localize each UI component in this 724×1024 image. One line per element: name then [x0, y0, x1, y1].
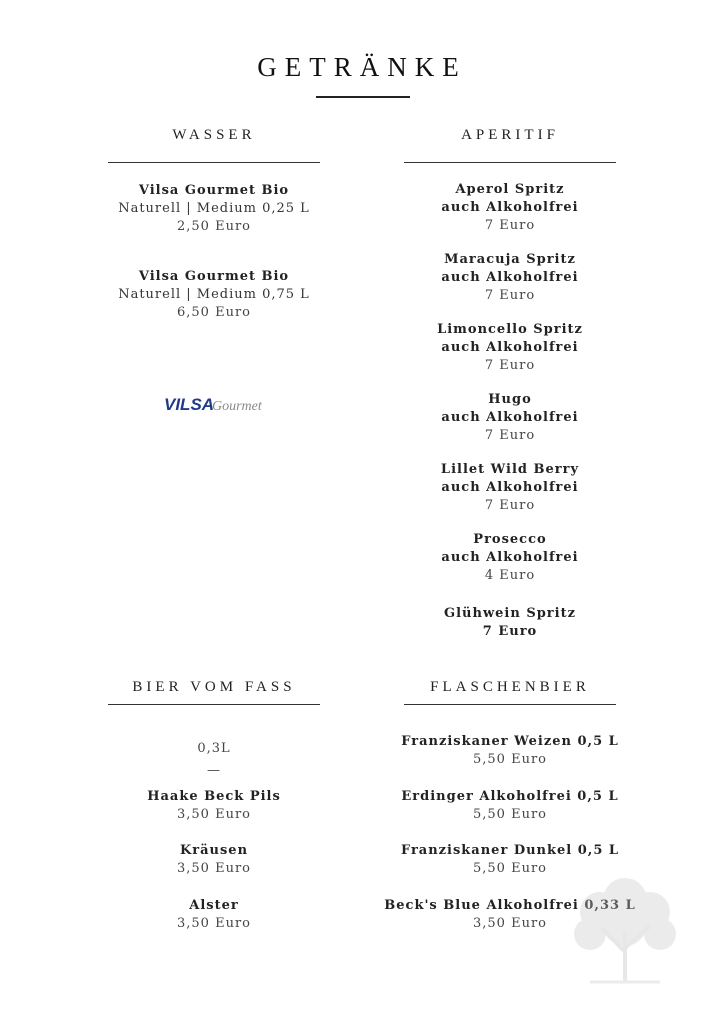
item-name: Franziskaner Dunkel 0,5 L [400, 843, 620, 858]
item-price: 3,50 Euro [473, 916, 547, 931]
item-description: auch Alkoholfrei [441, 200, 579, 215]
bier-item [64, 842, 364, 878]
bier-item [64, 788, 364, 824]
item-description: auch Alkoholfrei [441, 340, 579, 355]
item-price: 7 Euro [482, 624, 538, 639]
item-price: 7 Euro [484, 498, 536, 513]
item-name: Prosecco [473, 532, 547, 547]
item-description: auch Alkoholfrei [441, 410, 579, 425]
item-description: Naturell | Medium 0,25 L [118, 201, 310, 216]
item-price: 7 Euro [484, 288, 536, 303]
wasser-heading: WASSER [172, 127, 256, 143]
aperitif-item [360, 321, 660, 375]
aperitif-heading: APERITIF [461, 127, 559, 143]
aperitif-item [360, 531, 660, 585]
item-description: auch Alkoholfrei [441, 480, 579, 495]
item-price: 7 Euro [484, 218, 536, 233]
aperitif-item [360, 391, 660, 445]
item-name: Alster [189, 898, 239, 913]
vilsa-gourmet-logo [164, 392, 268, 418]
title-divider [316, 96, 410, 98]
item-price: 6,50 Euro [177, 305, 251, 320]
logo-script: Gourmet [212, 399, 262, 414]
item-name: Glühwein Spritz [444, 606, 576, 621]
item-price: 7 Euro [484, 358, 536, 373]
item-name: Maracuja Spritz [444, 252, 576, 267]
item-price: 2,50 Euro [177, 219, 251, 234]
item-name: Limoncello Spritz [437, 322, 583, 337]
serving-size: 0,3L [197, 741, 231, 756]
aperitif-item [360, 251, 660, 305]
item-name: Lillet Wild Berry [440, 462, 580, 477]
aperitif-divider [404, 162, 616, 163]
item-description: auch Alkoholfrei [441, 270, 579, 285]
bier-heading: BIER VOM FASS [132, 679, 296, 695]
item-name: Vilsa Gourmet Bio [138, 183, 290, 198]
item-name: Vilsa Gourmet Bio [138, 269, 290, 284]
bier-size [64, 740, 364, 758]
item-name: Kräusen [179, 843, 249, 858]
item-price: 3,50 Euro [177, 916, 251, 931]
item-price: 5,50 Euro [473, 752, 547, 767]
flaschenbier-item [360, 788, 660, 824]
item-name: Haake Beck Pils [147, 789, 281, 804]
item-price: 5,50 Euro [473, 861, 547, 876]
wasser-item [64, 268, 364, 322]
item-description: Naturell | Medium 0,75 L [118, 287, 310, 302]
flaschenbier-item [360, 733, 660, 769]
aperitif-item [360, 461, 660, 515]
item-price: 3,50 Euro [177, 807, 251, 822]
wasser-divider [108, 162, 320, 163]
item-price: 3,50 Euro [177, 861, 251, 876]
tree-icon [560, 862, 690, 992]
item-price: 7 Euro [484, 428, 536, 443]
aperitif-item [360, 181, 660, 235]
flaschenbier-divider [404, 704, 616, 705]
item-name: Franziskaner Weizen 0,5 L [401, 734, 619, 749]
item-price: 5,50 Euro [473, 807, 547, 822]
dash-divider: — [207, 763, 221, 778]
bier-divider [108, 704, 320, 705]
page-title: GETRÄNKE [257, 52, 467, 82]
item-name: Erdinger Alkoholfrei 0,5 L [401, 789, 619, 804]
item-name: Aperol Spritz [455, 182, 565, 197]
bier-separator [64, 762, 364, 780]
flaschenbier-heading: FLASCHENBIER [430, 679, 590, 695]
item-price: 4 Euro [484, 568, 536, 583]
item-description: auch Alkoholfrei [441, 550, 579, 565]
bier-item [64, 897, 364, 933]
aperitif-item [360, 605, 660, 641]
item-name: Beck's Blue Alkoholfrei 0,33 L [384, 898, 636, 913]
logo-brand: VILSA [164, 395, 215, 414]
wasser-item [64, 182, 364, 236]
item-name: Hugo [488, 392, 532, 407]
